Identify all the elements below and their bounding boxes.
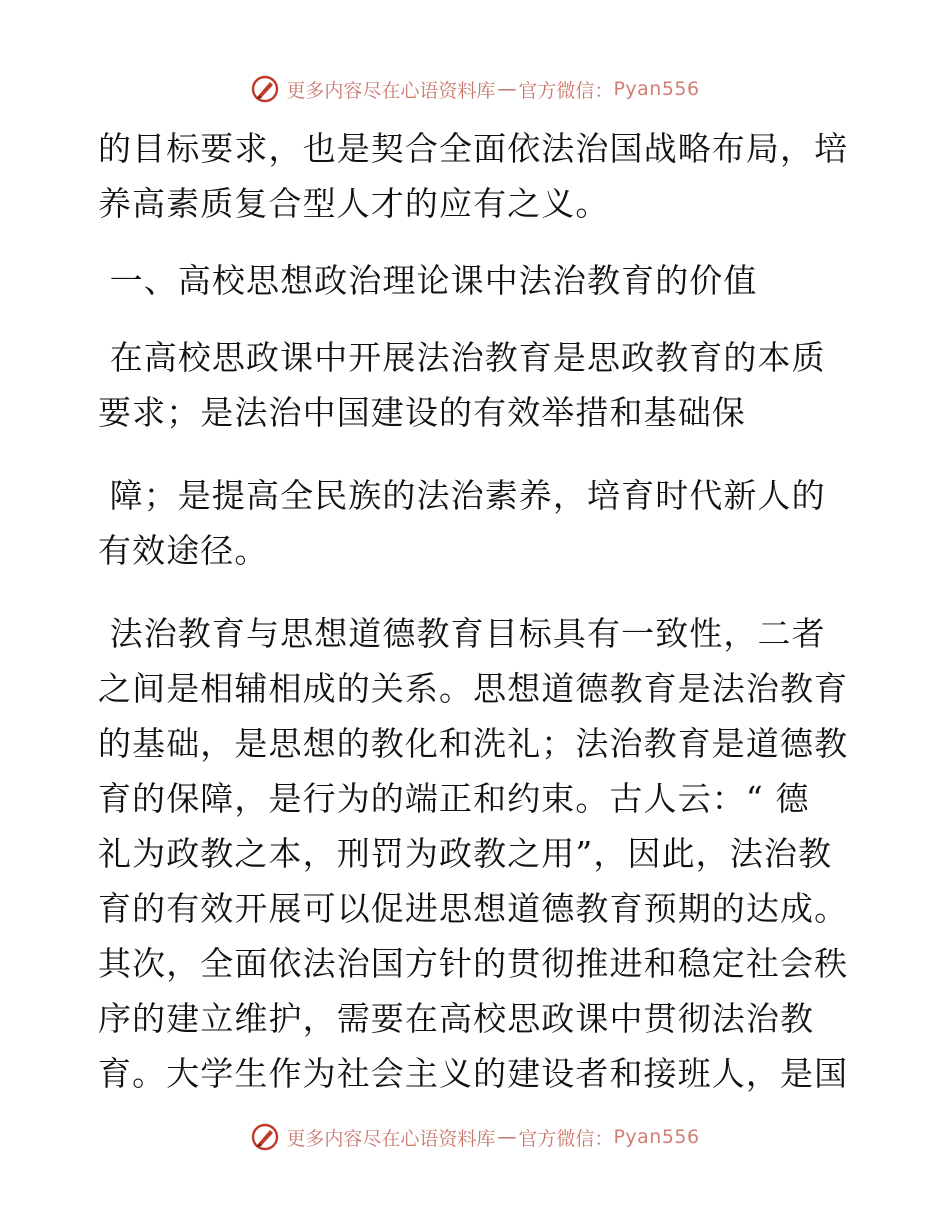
text-line: 在高校思政课中开展法治教育是思政教育的本质 bbox=[98, 338, 826, 377]
paragraph bbox=[98, 330, 858, 440]
text-line: 序的建立维护，需要在高校思政课中贯彻法治教 bbox=[98, 999, 815, 1038]
heading-line: 一、高校思想政治理论课中法治教育的价值 bbox=[98, 261, 758, 300]
text-line: 法治教育与思想道德教育目标具有一致性，二者 bbox=[98, 614, 826, 653]
text-line: 有效途径。 bbox=[98, 531, 269, 570]
text-line: 的目标要求，也是契合全面依法治国战略布局，培 bbox=[98, 129, 849, 168]
watermark-text-cn: 更多内容尽在心语资料库 bbox=[286, 1127, 496, 1150]
text-line: 养高素质复合型人才的应有之义。 bbox=[98, 184, 610, 223]
pen-logo-icon bbox=[250, 74, 280, 104]
watermark-text-id: Pyan556 bbox=[613, 1126, 700, 1148]
watermark-text-wx: 官方微信： bbox=[518, 1127, 614, 1150]
text-line: 障；是提高全民族的法治素养，培育时代新人的 bbox=[98, 476, 826, 515]
text-line: 礼为政教之本，刑罚为政教之用”，因此，法治教 bbox=[98, 834, 833, 873]
paragraph bbox=[98, 606, 858, 1101]
text-line: 要求；是法治中国建设的有效举措和基础保 bbox=[98, 393, 746, 432]
watermark-text-wx: 官方微信： bbox=[518, 79, 614, 102]
text-line: 之间是相辅相成的关系。思想道德教育是法治教育 bbox=[98, 669, 849, 708]
paragraph bbox=[98, 121, 858, 231]
pen-logo-icon bbox=[250, 1122, 280, 1152]
watermark-separator: — bbox=[497, 1126, 517, 1148]
watermark-separator: — bbox=[497, 78, 517, 100]
paragraph bbox=[98, 468, 858, 578]
watermark-text-cn: 更多内容尽在心语资料库 bbox=[286, 79, 496, 102]
text-line: 的基础，是思想的教化和洗礼；法治教育是道德教 bbox=[98, 724, 849, 763]
text-line: 育。大学生作为社会主义的建设者和接班人，是国 bbox=[98, 1054, 849, 1093]
watermark-footer bbox=[0, 1122, 950, 1152]
text-line: 育的有效开展可以促进思想道德教育预期的达成。 bbox=[98, 889, 849, 928]
watermark-text-id: Pyan556 bbox=[613, 78, 700, 100]
section-heading bbox=[98, 253, 858, 308]
watermark-header bbox=[0, 74, 950, 104]
text-line: 育的保障，是行为的端正和约束。古人云：“ 德 bbox=[98, 779, 810, 818]
text-line: 其次，全面依法治国方针的贯彻推进和稳定社会秩 bbox=[98, 944, 849, 983]
document-body bbox=[98, 121, 858, 1101]
